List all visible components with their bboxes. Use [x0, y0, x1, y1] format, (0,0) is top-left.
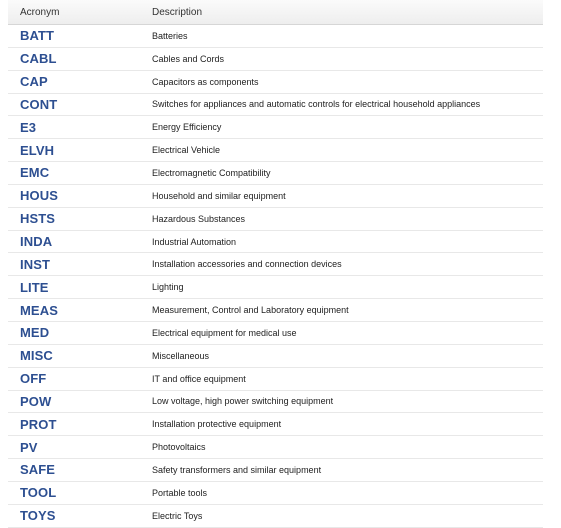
acronym-cell: MEAS	[8, 299, 134, 322]
table-row	[8, 162, 543, 185]
table-row	[8, 436, 543, 459]
table-row	[8, 93, 543, 116]
table-row	[8, 504, 543, 527]
description-cell: Lighting	[134, 276, 543, 299]
table-row	[8, 321, 543, 344]
description-cell: Electrical equipment for medical use	[134, 321, 543, 344]
table-row	[8, 481, 543, 504]
table-row	[8, 299, 543, 322]
acronym-cell: E3	[8, 116, 134, 139]
description-cell: Cables and Cords	[134, 47, 543, 70]
acronym-cell: POW	[8, 390, 134, 413]
acronym-cell: ELVH	[8, 139, 134, 162]
acronym-cell: HOUS	[8, 184, 134, 207]
table-row	[8, 253, 543, 276]
description-cell: Household and similar equipment	[134, 184, 543, 207]
description-cell: Low voltage, high power switching equipment	[134, 390, 543, 413]
acronym-cell: CONT	[8, 93, 134, 116]
description-cell: IT and office equipment	[134, 367, 543, 390]
table-row	[8, 413, 543, 436]
description-cell: Portable tools	[134, 481, 543, 504]
acronym-table-container	[8, 0, 543, 528]
acronym-cell: CAP	[8, 70, 134, 93]
table-row	[8, 139, 543, 162]
description-cell: Industrial Automation	[134, 230, 543, 253]
description-cell: Batteries	[134, 25, 543, 48]
table-row	[8, 70, 543, 93]
acronym-cell: MED	[8, 321, 134, 344]
table-row	[8, 184, 543, 207]
table-row	[8, 390, 543, 413]
column-header-acronym: Acronym	[8, 0, 134, 25]
acronym-cell: INST	[8, 253, 134, 276]
description-cell: Electromagnetic Compatibility	[134, 162, 543, 185]
acronym-cell: OFF	[8, 367, 134, 390]
table-row	[8, 116, 543, 139]
acronym-cell: LITE	[8, 276, 134, 299]
table-row	[8, 344, 543, 367]
table-row	[8, 276, 543, 299]
acronym-cell: TOOL	[8, 481, 134, 504]
description-cell: Energy Efficiency	[134, 116, 543, 139]
table-row	[8, 367, 543, 390]
description-cell: Measurement, Control and Laboratory equipment	[134, 299, 543, 322]
acronym-cell: EMC	[8, 162, 134, 185]
acronym-table	[8, 0, 543, 528]
description-cell: Safety transformers and similar equipment	[134, 459, 543, 482]
description-cell: Capacitors as components	[134, 70, 543, 93]
description-cell: Switches for appliances and automatic controls for electrical household appliances	[134, 93, 543, 116]
column-header-description: Description	[134, 0, 543, 25]
acronym-cell: HSTS	[8, 207, 134, 230]
table-row	[8, 207, 543, 230]
header-row	[8, 0, 543, 25]
table-row	[8, 25, 543, 48]
acronym-cell: PV	[8, 436, 134, 459]
acronym-cell: BATT	[8, 25, 134, 48]
table-row	[8, 230, 543, 253]
acronym-cell: SAFE	[8, 459, 134, 482]
description-cell: Miscellaneous	[134, 344, 543, 367]
description-cell: Photovoltaics	[134, 436, 543, 459]
acronym-cell: PROT	[8, 413, 134, 436]
description-cell: Installation protective equipment	[134, 413, 543, 436]
description-cell: Electrical Vehicle	[134, 139, 543, 162]
acronym-cell: CABL	[8, 47, 134, 70]
table-row	[8, 459, 543, 482]
acronym-cell: INDA	[8, 230, 134, 253]
table-header	[8, 0, 543, 25]
table-body	[8, 25, 543, 528]
description-cell: Electric Toys	[134, 504, 543, 527]
description-cell: Hazardous Substances	[134, 207, 543, 230]
acronym-cell: TOYS	[8, 504, 134, 527]
description-cell: Installation accessories and connection devices	[134, 253, 543, 276]
acronym-cell: MISC	[8, 344, 134, 367]
table-row	[8, 47, 543, 70]
